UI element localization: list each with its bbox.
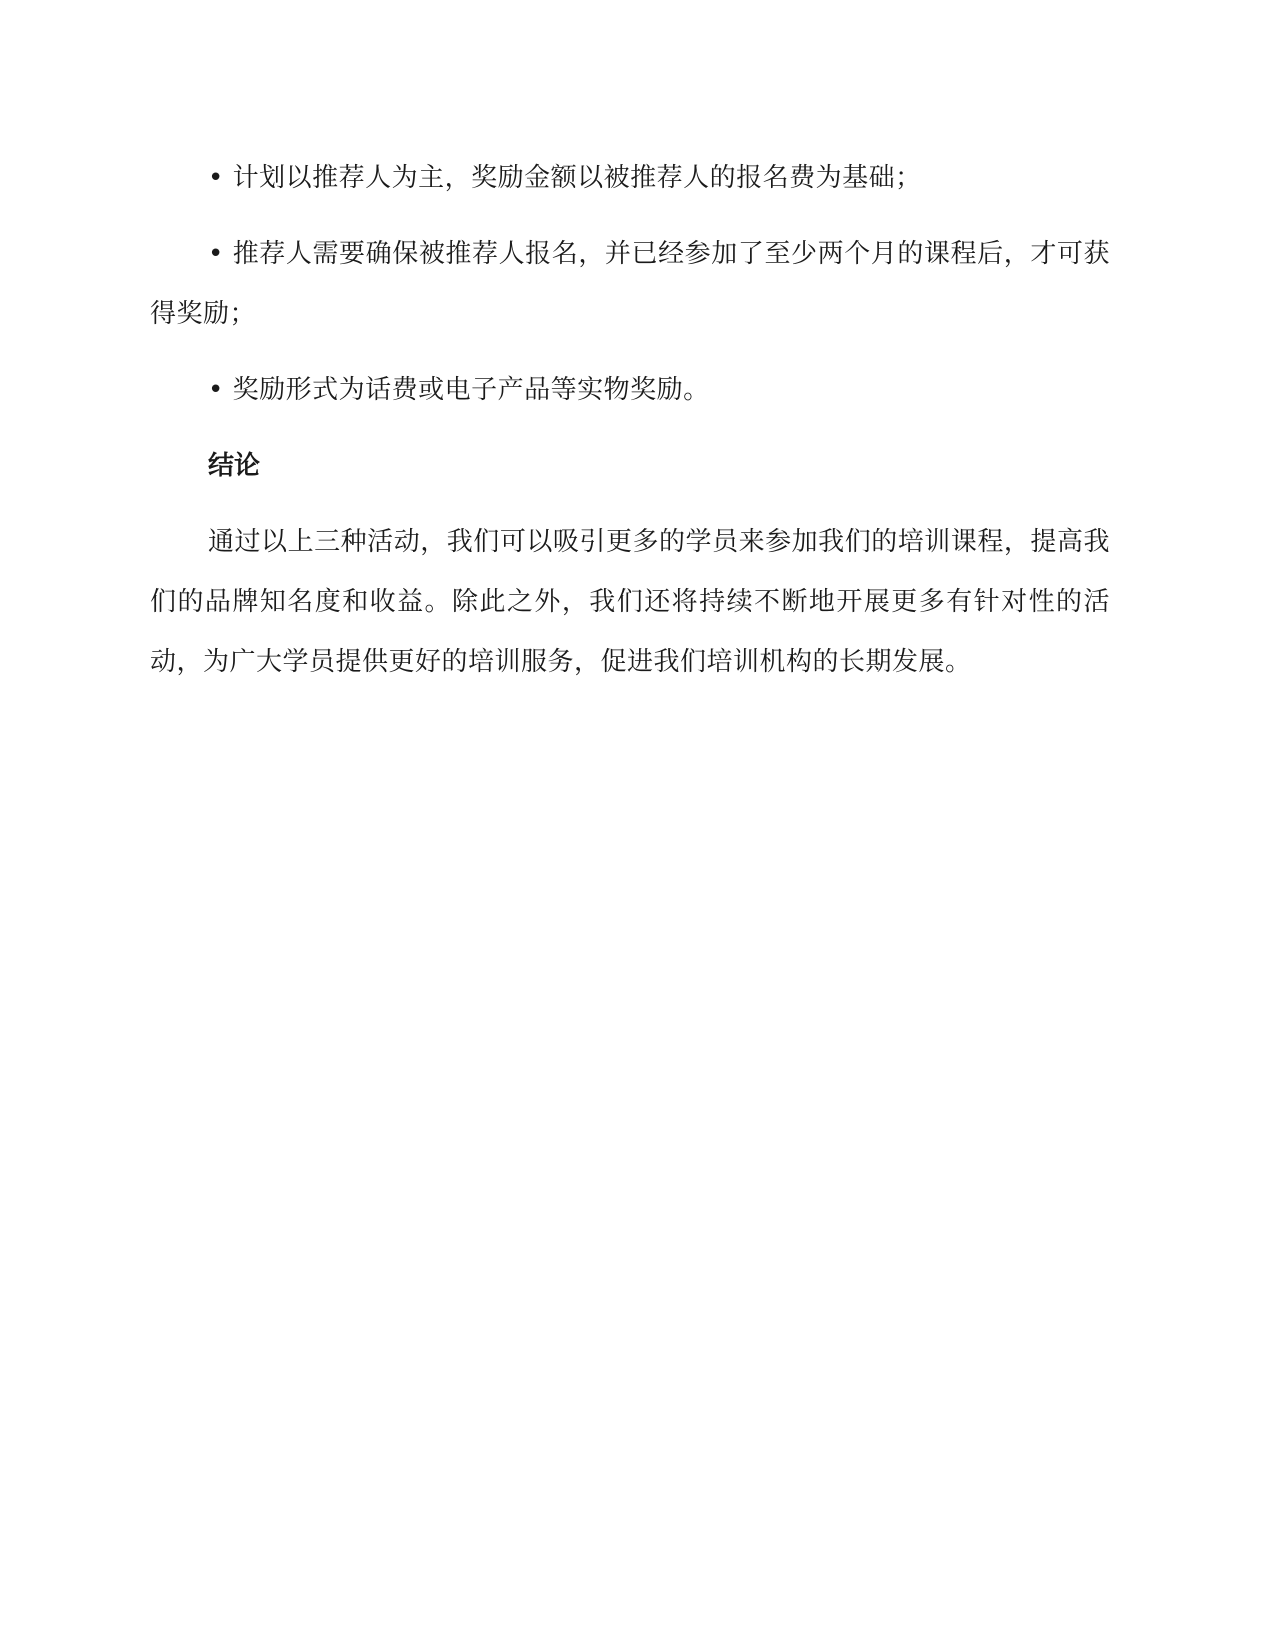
section-heading: 结论: [208, 451, 261, 481]
bullet-item: [150, 148, 1110, 208]
bullet-item: [150, 224, 1110, 344]
document-body: [150, 148, 1110, 708]
bullet-marker: •: [208, 375, 224, 405]
bullet-text: 计划以推荐人为主，奖励金额以被推荐人的报名费为基础；: [232, 163, 922, 193]
bullet-text: 奖励形式为话费或电子产品等实物奖励。: [232, 375, 710, 405]
bullet-marker: •: [208, 239, 224, 269]
conclusion-paragraph: 通过以上三种活动，我们可以吸引更多的学员来参加我们的培训课程，提高我们的品牌知名度和收益。除此之外，我们还将持续不断地开展更多有针对性的活动，为广大学员提供更好的培训服务，促进我们培训机构的长期发展。: [150, 527, 1110, 677]
bullet-item: [150, 360, 1110, 420]
bullet-text: 推荐人需要确保被推荐人报名，并已经参加了至少两个月的课程后，才可获得奖励；: [150, 239, 1110, 329]
bullet-marker: •: [208, 163, 224, 193]
